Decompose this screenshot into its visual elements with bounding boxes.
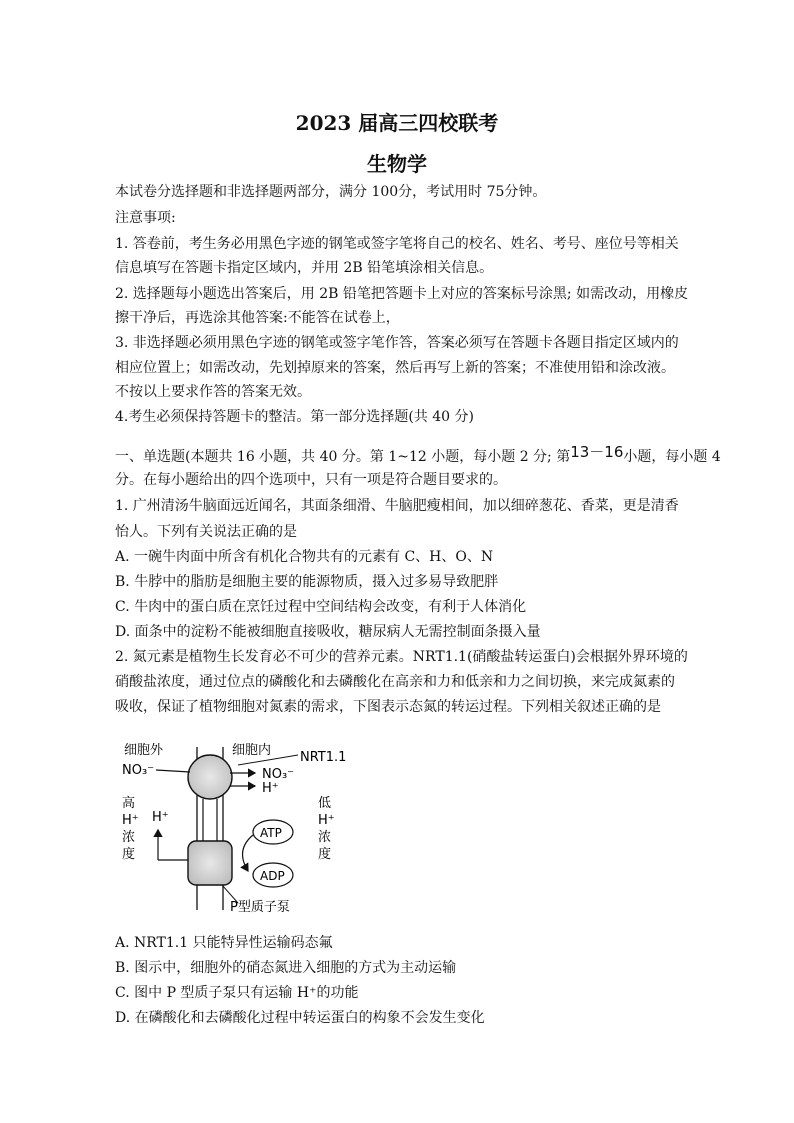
notes-heading: 注意事项:: [115, 210, 176, 226]
label-h-inside: H⁺: [262, 781, 279, 796]
label-adp: ADP: [260, 869, 285, 883]
label-no3-outside: NO₃⁻: [122, 763, 155, 778]
note-3-line-2: 相应位置上；如需改动，先划掉原来的答案，然后再写上新的答案；不准使用铅和涂改液。: [115, 360, 675, 376]
label-low-3: 浓: [318, 830, 332, 845]
q2-stem-line-1: 2. 氮元素是植物生长发育必不可少的营养元素。NRT1.1(硝酸盐转运蛋白)会根据外界环境的: [115, 649, 688, 665]
section-1-text-b: 小题，每小题 4: [623, 449, 721, 465]
nrt-transporter-icon: [188, 755, 232, 799]
label-low-2: H⁺: [318, 813, 335, 828]
q2-option-b: B. 图示中，细胞外的硝态氮进入细胞的方式为主动运输: [115, 960, 457, 976]
note-3-line-3: 不按以上要求作答的答案无效。: [115, 384, 311, 400]
question-range: 13－16: [570, 443, 624, 461]
q1-option-d: D. 面条中的淀粉不能被细胞直接吸收，糖尿病人无需控制面条摄入量: [115, 624, 541, 640]
q2-stem-line-3: 吸收，保证了植物细胞对氮素的需求，下图表示态氮的转运过程。下列相关叙述正确的是: [115, 699, 661, 715]
label-h-middle: H⁺: [152, 810, 169, 825]
section-1-line-1: [115, 442, 721, 467]
proton-pump-icon: [188, 841, 232, 885]
section-1-text-a: 一、单选题(本题共 16 小题，共 40 分。第 1~12 小题，每小题 2 分; 第: [115, 449, 571, 465]
nitrate-transport-diagram: [110, 735, 360, 915]
note-4: 4.考生必须保持答题卡的整洁。第一部分选择题(共 40 分): [115, 409, 474, 425]
note-2-line-1: 2. 选择题每小题选出答案后，用 2B 铅笔把答题卡上对应的答案标号涂黑; 如需改动，用橡皮: [115, 286, 689, 302]
label-no3-inside: NO₃⁻: [262, 767, 295, 782]
q1-option-a: A. 一碗牛肉面中所含有机化合物共有的元素有 C、H、O、N: [115, 549, 494, 565]
q2-option-d: D. 在磷酸化和去磷酸化过程中转运蛋白的构象不会发生变化: [115, 1010, 485, 1026]
q1-stem-line-1: 1. 广州清汤牛脑面远近闻名，其面条细滑、牛脑肥瘦相间，加以细碎葱花、香菜，更是清香: [115, 498, 679, 514]
label-high-1: 高: [122, 796, 136, 811]
label-high-3: 浓: [122, 830, 136, 845]
note-1-line-2: 信息填写在答题卡指定区域内，并用 2B 铅笔填涂相关信息。: [115, 260, 494, 276]
label-high-2: H⁺: [122, 813, 139, 828]
exam-info: 本试卷分选择题和非选择题两部分，满分 100分，考试用时 75分钟。: [115, 184, 547, 200]
atp-to-adp-arrow-icon: [243, 835, 253, 871]
note-2-line-2: 擦干净后，再选涂其他答案:不能答在试卷上，: [115, 310, 400, 326]
label-low-1: 低: [318, 796, 332, 811]
note-3-line-1: 3. 非选择题必须用黑色字迹的钢笔或签字笔作答，答案必须写在答题卡各题目指定区域内的: [115, 335, 679, 351]
q2-stem-line-2: 硝酸盐浓度，通过位点的磷酸化和去磷酸化在高亲和力和低亲和力之间切换，来完成氮素的: [115, 674, 675, 690]
no3-in-line: [156, 770, 190, 772]
q1-stem-line-2: 怡人。下列有关说法正确的是: [115, 524, 297, 540]
section-1-line-2: 分。在每小题给出的四个选项中，只有一项是符合题目要求的。: [115, 472, 507, 488]
label-pump: P型质子泵: [230, 900, 290, 915]
label-high-4: 度: [122, 847, 136, 862]
q1-option-b: B. 牛脖中的脂肪是细胞主要的能源物质，摄入过多易导致肥胖: [115, 574, 499, 590]
exam-title: 2023 届高三四校联考: [295, 111, 499, 135]
subject-title: 生物学: [367, 152, 427, 176]
q1-option-c: C. 牛肉中的蛋白质在烹饪过程中空间结构会改变，有利于人体消化: [115, 599, 527, 615]
label-low-4: 度: [318, 847, 332, 862]
label-nrt: NRT1.1: [300, 750, 347, 765]
note-1-line-1: 1. 答卷前，考生务必用黑色字迹的钢笔或签字笔将自己的校名、姓名、考号、座位号等相关: [115, 236, 679, 252]
q2-option-a: A. NRT1.1 只能特异性运输码态氟: [115, 935, 333, 951]
q2-option-c: C. 图中 P 型质子泵只有运输 H⁺的功能: [115, 985, 359, 1001]
label-inside: 细胞内: [232, 743, 272, 758]
label-outside: 细胞外: [124, 743, 164, 758]
label-atp: ATP: [260, 826, 282, 840]
